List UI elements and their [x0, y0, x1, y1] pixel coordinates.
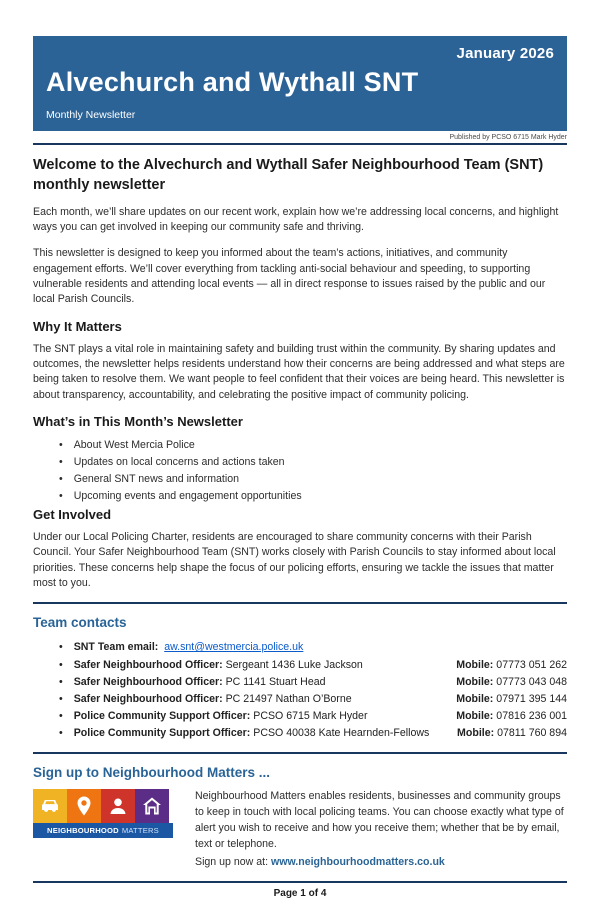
list-item: • Upcoming events and engagement opportunities: [59, 488, 567, 505]
team-contacts-list: [59, 639, 567, 742]
section-divider: [33, 752, 567, 754]
why-it-matters-heading: Why It Matters: [33, 318, 122, 334]
logo-tiles: [33, 789, 173, 823]
contact-email-label: SNT Team email:: [73, 641, 159, 654]
neighbourhood-matters-logo: [33, 789, 173, 870]
signup-line: [195, 855, 567, 871]
signup-prefix: Sign up now at:: [195, 855, 271, 868]
mobile-label: Mobile:: [456, 710, 494, 722]
contact-row: [59, 708, 567, 725]
logo-wordmark: [33, 823, 173, 838]
contact-name: PC 21497 Nathan O’Borne: [225, 692, 352, 705]
contact-name: PC 1141 Stuart Head: [225, 675, 326, 688]
section-divider: [33, 143, 567, 145]
neighbourhood-matters-description: Neighbourhood Matters enables residents, businesses and community groups to keep in touch with local policing teams. You can choose exactly what type of alert you wish to receive and how you receive them; whether that be by email, text or telephone.: [195, 790, 564, 850]
logo-text-neighbourhood: NEIGHBOURHOOD: [47, 826, 119, 836]
neighbourhood-matters-section: [33, 789, 567, 870]
get-involved-heading: Get Involved: [33, 506, 112, 522]
header-banner: [33, 36, 567, 131]
contact-row: [59, 674, 567, 691]
person-icon: [101, 789, 135, 823]
list-item: • About West Mercia Police: [59, 437, 567, 454]
contact-role: Safer Neighbourhood Officer:: [73, 658, 223, 671]
mobile-number: 07773 051 262: [496, 658, 567, 671]
mobile-label: Mobile:: [456, 675, 494, 688]
neighbourhood-matters-body: [195, 789, 567, 870]
contact-row: [59, 725, 567, 742]
mobile-number: 07773 043 048: [496, 675, 567, 688]
issue-date: January 2026: [456, 45, 554, 62]
welcome-paragraph-1: Each month, we’ll share updates on our recent work, explain how we’re addressing local concerns, and highlight ways you can get involved in keeping our community safe and thriving.: [33, 205, 559, 233]
mobile-label: Mobile:: [456, 692, 494, 705]
why-it-matters-paragraph: The SNT plays a vital role in maintaining safety and building trust within the community. By sharing updates and outcomes, the newsletter helps residents understand how their concerns are being addressed and what steps are being taken to resolve them. We want people to feel confident that their voices are being heard. This newsletter is about transparency, accountability, and celebrating the positive impact of community policing.: [33, 342, 565, 401]
contact-name: PCSO 6715 Mark Hyder: [253, 710, 368, 722]
contact-name: PCSO 40038 Kate Hearnden-Fellows: [253, 727, 430, 740]
contact-name: Sergeant 1436 Luke Jackson: [225, 658, 363, 671]
contact-email-row: [59, 639, 567, 656]
published-by: Published by PCSO 6715 Mark Hyder: [449, 134, 567, 141]
team-contacts-heading: Team contacts: [33, 615, 127, 631]
get-involved-paragraph: Under our Local Policing Charter, residents are encouraged to share community concerns with their Parish Council. Your Safer Neighbourhood Team (SNT) works closely with Parish Councils to stay informed about local priorities. These concerns help shape the focus of our policing efforts, ensuring we tackle the issues that matter most to you.: [33, 530, 556, 590]
newsletter-subtitle: Monthly Newsletter: [46, 109, 136, 121]
location-pin-icon: [67, 789, 101, 823]
contact-role: Police Community Support Officer:: [73, 727, 251, 740]
newsletter-page: [0, 36, 600, 899]
house-icon: [135, 789, 169, 823]
snt-email-link[interactable]: aw.snt@westmercia.police.uk: [164, 641, 304, 654]
list-item: • General SNT news and information: [59, 471, 567, 488]
contact-row: [59, 657, 567, 674]
contact-row: [59, 691, 567, 708]
page-number: Page 1 of 4: [273, 887, 327, 899]
mobile-label: Mobile:: [457, 727, 495, 740]
contents-list: [59, 437, 567, 505]
car-icon: [33, 789, 67, 823]
contact-role: Safer Neighbourhood Officer:: [73, 675, 223, 688]
welcome-paragraph-2: This newsletter is designed to keep you informed about the team’s actions, initiatives, and community engagement efforts. We’ll cover everything from tackling anti-social behaviour and speeding, to supporting vulnerable residents and attending local events — all in direct response to issues raised by the public and our local Parish Councils.: [33, 247, 546, 306]
contact-role: Safer Neighbourhood Officer:: [73, 692, 223, 705]
footer-divider: [33, 881, 567, 883]
contact-role: Police Community Support Officer:: [73, 710, 251, 722]
whats-in-heading: What’s in This Month’s Newsletter: [33, 414, 243, 430]
list-item: • Updates on local concerns and actions taken: [59, 454, 567, 471]
newsletter-title: Alvechurch and Wythall SNT: [46, 67, 419, 97]
mobile-number: 07816 236 001: [496, 710, 567, 722]
neighbourhood-matters-url-link[interactable]: www.neighbourhoodmatters.co.uk: [270, 855, 445, 868]
logo-text-matters: MATTERS: [121, 826, 159, 836]
mobile-number: 07971 395 144: [496, 692, 567, 705]
section-divider: [33, 602, 567, 604]
mobile-label: Mobile:: [456, 658, 494, 671]
welcome-heading: Welcome to the Alvechurch and Wythall Safer Neighbourhood Team (SNT) monthly newsletter: [33, 157, 544, 194]
neighbourhood-matters-heading: Sign up to Neighbourhood Matters ...: [33, 765, 270, 781]
mobile-number: 07811 760 894: [497, 727, 567, 740]
